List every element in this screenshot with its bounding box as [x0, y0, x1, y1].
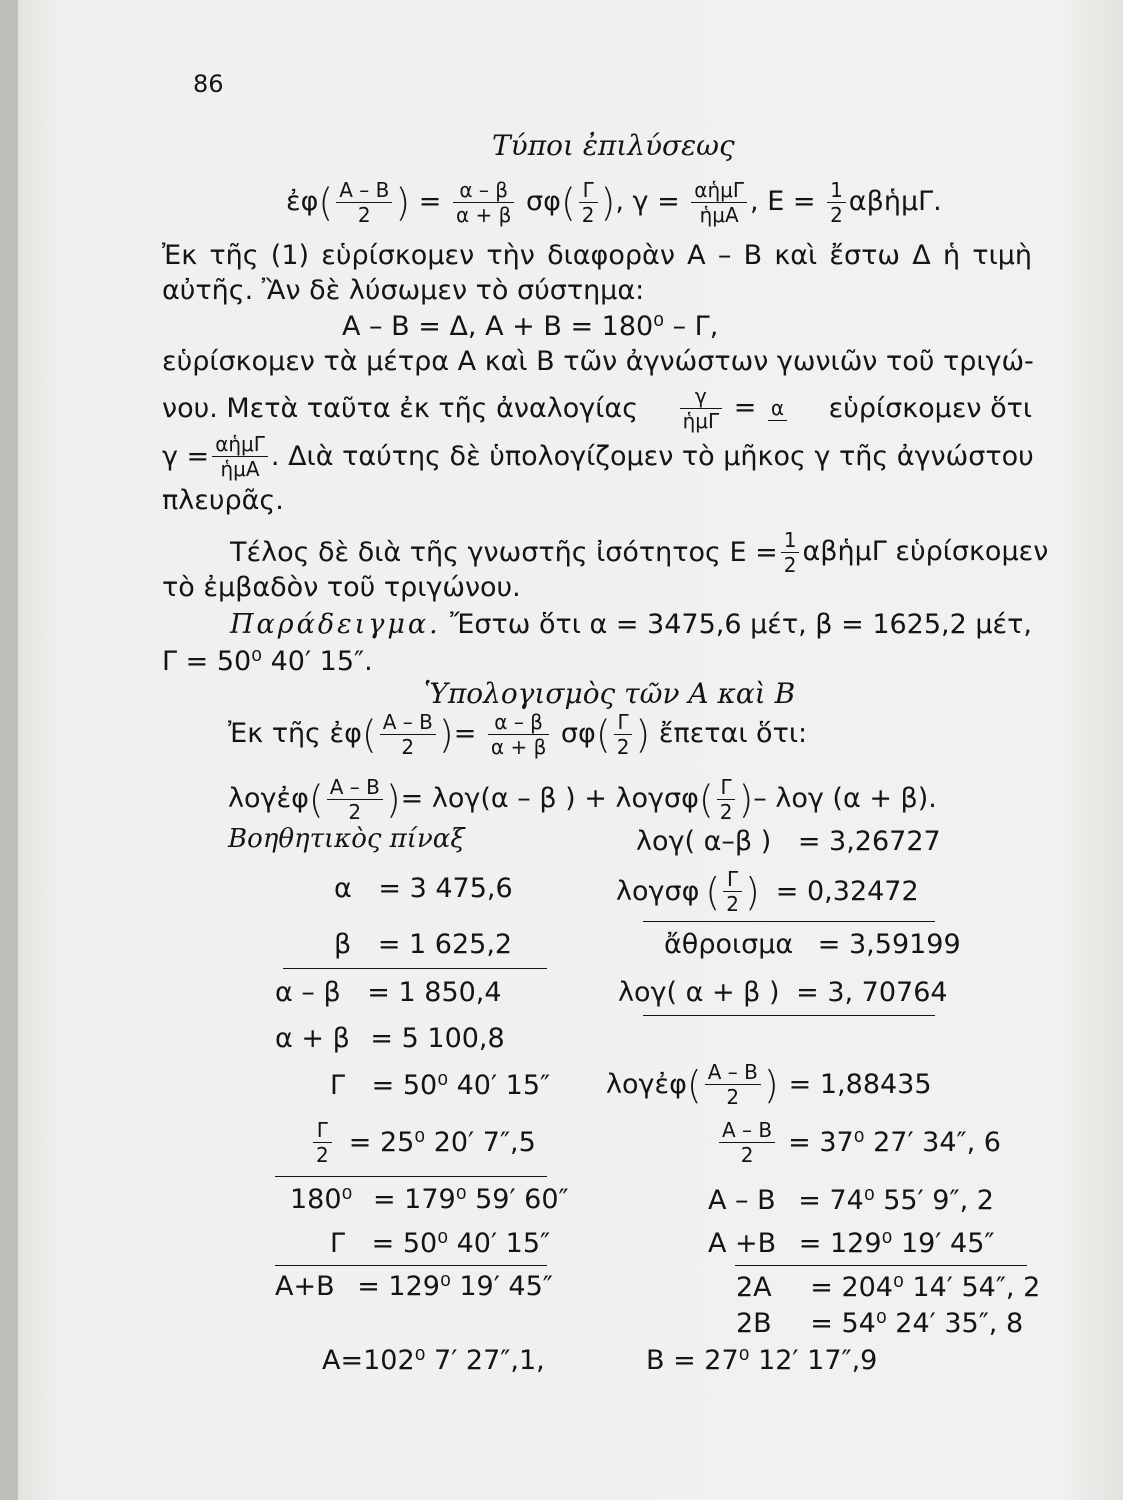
rule-left-2: [275, 1176, 547, 1177]
right-row-sum: ἄθροισμα = 3,59199: [664, 929, 961, 960]
formula-line: ἐφ( $\frac{A - B}{2}$ ) = $\frac{\alpha - \beta}{\alpha + \beta}$ σφ( $\frac{\Gamma}{2}$ ), γ = αἡμΓ ἡμΑ , E = $\frac{1}{2}$ αβἡμΓ.: [286, 178, 942, 227]
fraction-one-half: $\frac{1}{2}$: [827, 178, 846, 227]
left-row-gamma: Γ = 50⁰ 40′ 15″: [330, 1070, 551, 1101]
page-number: 86: [193, 70, 224, 98]
para2-line1: Τέλος δὲ διὰ τῆς γνωστῆς ἰσότητος Ε = $\frac{1}{2}$ αβἡμΓ εὑρίσκομεν: [230, 528, 1049, 577]
fraction-gamma-hmG: γ ἡμΓ: [680, 384, 723, 433]
example-line2: Γ = 50⁰ 40′ 15″.: [162, 646, 373, 677]
para1-line5: γ = αἡμΓ ἡμΑ . Διὰ ταύτης δὲ ὑπολογίζομεν τὸ μῆκος γ τῆς ἀγνώστου: [162, 432, 1034, 481]
rule-right-3: [735, 1265, 1027, 1266]
aux-table-title: Βοηθητικὸς πίναξ: [228, 824, 465, 854]
right-row-log-sum: λογ( α + β ) = 3, 70764: [618, 977, 948, 1008]
left-row-diff: α – β = 1 850,4: [275, 977, 502, 1008]
left-row-gamma-half: $\frac{\Gamma}{2}$ = 25⁰ 20′ 7″,5: [310, 1118, 536, 1167]
right-row-2A: 2Α = 204⁰ 14′ 54″, 2: [736, 1272, 1041, 1303]
result-A: Α=102⁰ 7′ 27″,1,: [322, 1345, 545, 1376]
left-row-gamma2: Γ = 50⁰ 40′ 15″: [330, 1228, 551, 1259]
ef-text: ἐφ: [286, 186, 319, 217]
right-row-log-diff: λογ( α–β ) = 3,26727: [636, 826, 941, 857]
fraction-alpha-beta: $\frac{\alpha - \beta}{\alpha + \beta}$: [453, 178, 514, 227]
system-equation: Α – Β = Δ, Α + Β = 180⁰ – Γ,: [342, 311, 719, 342]
fraction-half-diff: $\frac{A - B}{2}$: [336, 178, 392, 227]
right-row-logef: λογἐφ ( A – B 2 ) = 1,88435: [606, 1060, 932, 1109]
para1-line1: Ἐκ τῆς (1) εὑρίσκομεν τὴν διαφορὰν Α – Β καὶ ἔστω Δ ἡ τιμὴ: [162, 240, 1032, 271]
section-heading: Τύποι ἐπιλύσεως: [492, 129, 735, 162]
rule-left-3: [275, 1265, 547, 1266]
para2-line2: τὸ ἐμβαδὸν τοῦ τριγώνου.: [162, 572, 521, 603]
subheading: Ὑπολογισμὸς τῶν Α καὶ Β: [424, 677, 796, 710]
calc-line2: λογἐφ( $\frac{A - B}{2}$ )= λογ(α – β ) + λογσφ( $\frac{\Gamma}{2}$ )– λογ (α + β).: [228, 775, 937, 824]
left-row-180: 180⁰ = 179⁰ 59′ 60″: [290, 1184, 569, 1215]
fraction-gamma-formula: αἡμΓ ἡμΑ: [212, 432, 268, 481]
rule-right-1: [643, 921, 935, 922]
fraction-gamma-half: $\frac{\Gamma}{2}$: [579, 178, 598, 227]
fraction-area-half: $\frac{1}{2}$: [781, 528, 800, 577]
right-row-half-diff: $\frac{A - B}{2}$ = 37⁰ 27′ 34″, 6: [716, 1118, 1001, 1167]
rule-left-1: [283, 968, 547, 969]
left-row-alpha: α = 3 475,6: [334, 873, 513, 904]
para1-line4: νου. Μετὰ ταῦτα ἐκ τῆς ἀναλογίας γ ἡμΓ = α εὑρίσκομεν ὅτι: [162, 384, 1032, 433]
fraction-alpha-hmA: α: [768, 396, 787, 421]
para1-line6: πλευρᾶς.: [162, 485, 284, 516]
result-B: Β = 27⁰ 12′ 17″,9: [646, 1345, 878, 1376]
left-row-sum: α + β = 5 100,8: [275, 1023, 505, 1054]
left-row-a-plus-b: Α+Β = 129⁰ 19′ 45″: [275, 1271, 553, 1302]
right-row-diff: Α – Β = 74⁰ 55′ 9″, 2: [708, 1185, 994, 1216]
right-row-sum-angles: Α +Β = 129⁰ 19′ 45″: [708, 1228, 995, 1259]
example-line1: Παράδειγμα. Ἔστω ὅτι α = 3475,6 μέτ, β = 1625,2 μέτ,: [230, 609, 1032, 640]
para1-line3: εὑρίσκομεν τὰ μέτρα Α καὶ Β τῶν ἀγνώστων γωνιῶν τοῦ τριγώ-: [162, 346, 1034, 377]
calc-line1: Ἐκ τῆς ἐφ( $\frac{A - B}{2}$ )= $\frac{\alpha - \beta}{\alpha + \beta}$ σφ( $\frac{\Gamma}{2}$ ) ἔπεται ὅτι:: [228, 710, 808, 759]
para1-line2: αὐτῆς. Ἂν δὲ λύσωμεν τὸ σύστημα:: [162, 275, 645, 306]
right-row-2B: 2Β = 54⁰ 24′ 35″, 8: [736, 1308, 1024, 1339]
left-row-beta: β = 1 625,2: [334, 929, 513, 960]
fraction-law-of-sines: αἡμΓ ἡμΑ: [691, 178, 747, 227]
book-gutter: [0, 0, 18, 1500]
rule-right-2: [643, 1015, 935, 1016]
right-row-logsf: λογσφ ( Γ 2 ) = 0,32472: [616, 867, 919, 916]
